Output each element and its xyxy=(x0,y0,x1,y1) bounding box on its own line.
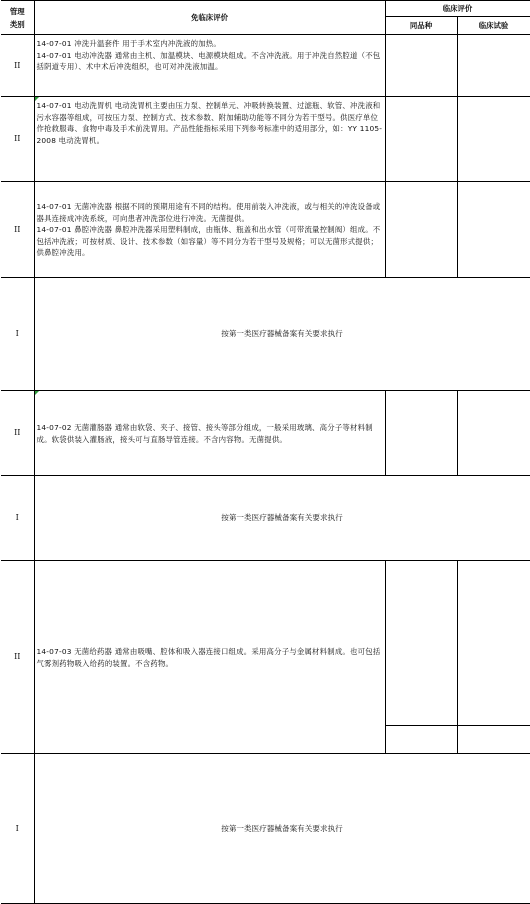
header-management-class: 管理类别 xyxy=(1,1,34,35)
management-class-cell: II xyxy=(1,561,34,754)
classification-table xyxy=(1,0,530,904)
management-class-cell: II xyxy=(1,97,34,182)
same-variety-cell xyxy=(385,391,457,476)
first-class-filing-note: 按第一类医疗器械备案有关要求执行 xyxy=(34,754,530,904)
description-cell xyxy=(34,561,385,754)
header-exempt-clinical-evaluation: 免临床评价 xyxy=(34,1,385,35)
table-row xyxy=(1,476,530,561)
product-description: 14-07-01 无菌冲洗器 根据不同的预期用途有不同的结构。使用前装入冲洗液，或与相关的冲洗设备或器具连接成冲洗系统，可向患者冲洗部位进行冲洗。无菌提供。 xyxy=(36,202,381,223)
same-variety-cell xyxy=(385,97,457,182)
clinical-trial-cell xyxy=(457,391,530,476)
header-clinical-trial: 临床试验 xyxy=(457,17,530,35)
first-class-filing-note: 按第一类医疗器械备案有关要求执行 xyxy=(34,476,530,561)
product-description: 14-07-01 电动冲洗器 通常由主机、加温模块、电源模块组成。不含冲洗液。用于冲洗自然腔道（不包括阴道专用）、术中术后冲洗组织，也可对冲洗液加温。 xyxy=(36,50,381,72)
clinical-trial-cell xyxy=(457,561,530,754)
clinical-trial-cell xyxy=(457,35,530,97)
description-cell xyxy=(34,391,385,476)
header-clinical-evaluation: 临床评价 xyxy=(385,1,530,17)
management-class-cell: II xyxy=(1,391,34,476)
header-same-variety: 同品种 xyxy=(385,17,457,35)
same-variety-cell xyxy=(385,182,457,278)
table-row xyxy=(1,561,530,754)
same-variety-cell xyxy=(385,561,457,754)
first-class-filing-note: 按第一类医疗器械备案有关要求执行 xyxy=(34,278,530,391)
product-description: 14-07-01 电动洗胃机 电动洗胃机主要由压力泵、控制单元、冲吸转换装置、过滤瓶、软管、冲洗液和污水容器等组成，可按压力泵、控制方式、技术参数、附加辅助功能等不同分为若干型号。供医疗单位作抢救服毒、食物中毒及手术前洗胃用。产品性能指标采用下列参考标准中的适用部分，如：YY 1105-2008 电动洗胃机。 xyxy=(36,101,383,145)
description-cell xyxy=(34,35,385,97)
product-description: 14-07-01 鼻腔冲洗器 鼻腔冲洗器采用塑料制成，由瓶体、瓶盖和出水管（可带流量控制阀）组成。不包括冲洗液；可按材质、设计、技术参数（如容量）等不同分为若干型号及规格；可以无菌形式提供；供鼻腔冲洗用。 xyxy=(36,225,381,258)
description-cell xyxy=(34,182,385,278)
product-description: 14-07-02 无菌灌肠器 通常由软袋、夹子、接管、接头等部分组成，一般采用玻璃、高分子等材料制成。软袋供装入灌肠液，接头可与直肠导管连接。不含内容物。无菌提供。 xyxy=(36,422,373,444)
management-class-cell: I xyxy=(1,476,34,561)
product-description: 14-07-01 冲洗升温套件 用于手术室内冲洗液的加热。 xyxy=(36,39,221,48)
management-class-cell: II xyxy=(1,35,34,97)
management-class-cell: I xyxy=(1,754,34,904)
table-row xyxy=(1,97,530,182)
description-cell xyxy=(34,97,385,182)
table-row xyxy=(1,35,530,97)
clinical-trial-cell xyxy=(457,182,530,278)
table-row xyxy=(1,278,530,391)
management-class-cell: II xyxy=(1,182,34,278)
product-description: 14-07-03 无菌给药器 通常由吸嘴、腔体和吸入器连接口组成。采用高分子与金属材料制成。也可包括气雾剂药物吸入给药的装置。不含药物。 xyxy=(36,646,381,668)
table-row xyxy=(1,754,530,904)
clinical-trial-cell xyxy=(457,97,530,182)
same-variety-cell xyxy=(385,35,457,97)
management-class-cell: I xyxy=(1,278,34,391)
table-row xyxy=(1,182,530,278)
table-row xyxy=(1,391,530,476)
